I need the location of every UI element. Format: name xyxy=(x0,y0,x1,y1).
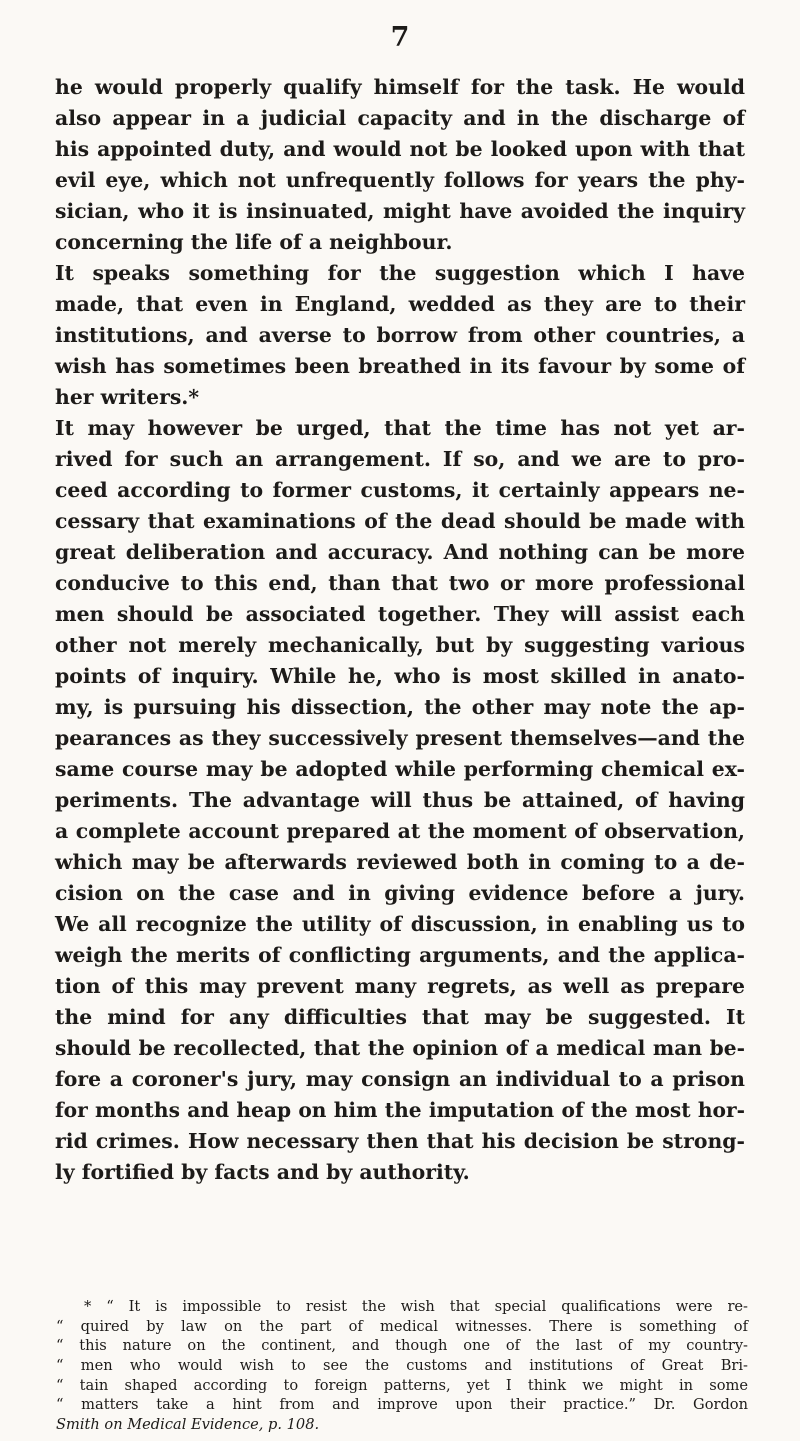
body-line: the mind for any difficulties that may be suggested. It xyxy=(55,1005,745,1029)
body-line: same course may be adopted while performing chemical ex- xyxy=(55,757,745,781)
body-line: for months and heap on him the imputation of the most hor- xyxy=(55,1098,745,1122)
body-line: men should be associated together. They will assist each xyxy=(55,602,745,626)
body-line: which may be afterwards reviewed both in coming to a de- xyxy=(55,850,745,874)
footnote-citation xyxy=(56,1415,748,1435)
body-text xyxy=(55,72,745,1188)
page-number: 7 xyxy=(390,22,410,53)
body-line: conducive to this end, than that two or more professional xyxy=(55,571,745,595)
footnote xyxy=(56,1297,748,1435)
body-line: ceed according to former customs, it certainly appears ne- xyxy=(55,478,745,502)
body-line: It speaks something for the suggestion which I have xyxy=(55,261,745,285)
body-line: ly fortified by facts and by authority. xyxy=(55,1160,470,1184)
body-line: cision on the case and in giving evidence before a jury. xyxy=(55,881,745,905)
body-line: a complete account prepared at the moment of observation, xyxy=(55,819,745,843)
body-line: institutions, and averse to borrow from other countries, a xyxy=(55,323,745,347)
body-line: wish has sometimes been breathed in its favour by some of xyxy=(55,354,745,378)
body-line: weigh the merits of conflicting arguments, and the applica- xyxy=(55,943,745,967)
body-line: It may however be urged, that the time has not yet ar- xyxy=(55,416,745,440)
body-line: pearances as they successively present themselves—and the xyxy=(55,726,745,750)
body-line: We all recognize the utility of discussion, in enabling us to xyxy=(55,912,745,936)
body-line: he would properly qualify himself for the task. He would xyxy=(55,75,745,99)
body-line: sician, who it is insinuated, might have avoided the inquiry xyxy=(55,199,745,223)
footnote-line: “ this nature on the continent, and though one of the last of my country- xyxy=(56,1337,748,1355)
body-line: my, is pursuing his dissection, the other may note the ap- xyxy=(55,695,745,719)
body-line: great deliberation and accuracy. And nothing can be more xyxy=(55,540,745,564)
footnote-line: “ quired by law on the part of medical witnesses. There is something of xyxy=(56,1317,748,1335)
footnote-line: “ men who would wish to see the customs and institutions of Great Bri- xyxy=(56,1357,748,1375)
body-line: should be recollected, that the opinion of a medical man be- xyxy=(55,1036,745,1060)
body-line: concerning the life of a neighbour. xyxy=(55,230,453,254)
body-line: cessary that examinations of the dead should be made with xyxy=(55,509,745,533)
body-line: fore a coroner's jury, may consign an individual to a prison xyxy=(55,1067,745,1091)
body-line: rid crimes. How necessary then that his decision be strong- xyxy=(55,1129,745,1153)
body-line: her writers.* xyxy=(55,385,200,409)
citation-text: Smith on Medical Evidence, p. 108. xyxy=(56,1416,320,1434)
footnote-line: “ matters take a hint from and improve upon their practice.” Dr. Gordon xyxy=(56,1396,748,1414)
body-line: tion of this may prevent many regrets, as well as prepare xyxy=(55,974,745,998)
body-line: points of inquiry. While he, who is most skilled in anato- xyxy=(55,664,745,688)
body-line: periments. The advantage will thus be attained, of having xyxy=(55,788,745,812)
body-line: evil eye, which not unfrequently follows for years the phy- xyxy=(55,168,745,192)
footnote-line: “ tain shaped according to foreign patterns, yet I think we might in some xyxy=(56,1376,748,1394)
body-line: also appear in a judicial capacity and in the discharge of xyxy=(55,106,745,130)
footnote-line: * “ It is impossible to resist the wish that special qualifications were re- xyxy=(84,1298,748,1315)
body-line: made, that even in England, wedded as they are to their xyxy=(55,292,745,316)
body-line: his appointed duty, and would not be looked upon with that xyxy=(55,137,745,161)
body-line: rived for such an arrangement. If so, and we are to pro- xyxy=(55,447,745,471)
body-line: other not merely mechanically, but by suggesting various xyxy=(55,633,745,657)
